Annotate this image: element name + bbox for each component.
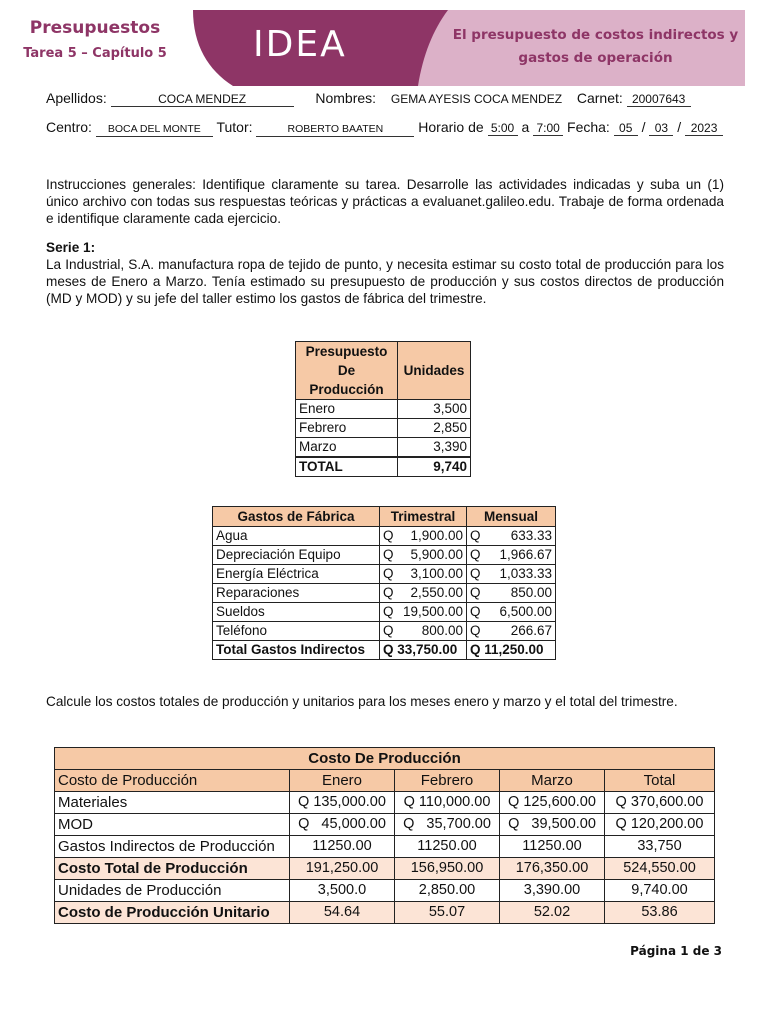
table-row [55, 858, 715, 880]
table-total-row [213, 641, 556, 660]
horario-to-field[interactable]: 7:00 [533, 121, 563, 136]
table-header: Unidades [398, 342, 471, 400]
quarterly-cell: Q 2,550.00 [380, 584, 467, 603]
row-label: Unidades de Producción [55, 880, 290, 902]
fecha-label: Fecha: [567, 119, 610, 135]
table-row [213, 603, 556, 622]
fecha-slash-2: / [677, 119, 682, 135]
quarterly-cell: Q 800.00 [380, 622, 467, 641]
quarterly-cell: Q 3,100.00 [380, 565, 467, 584]
month-cell: Febrero [296, 419, 398, 438]
value-cell: Q 110,000.00 [395, 792, 500, 814]
table-header: Enero [290, 770, 395, 792]
carnet-field[interactable]: 20007643 [627, 92, 691, 107]
row-label: Costo de Producción Unitario [55, 902, 290, 924]
quarterly-cell: Q 1,900.00 [380, 527, 467, 546]
value-cell: 55.07 [395, 902, 500, 924]
value-cell: Q 135,000.00 [290, 792, 395, 814]
page-number: Página 1 de 3 [630, 944, 722, 958]
fecha-slash-1: / [641, 119, 646, 135]
table-row [213, 622, 556, 641]
value-cell: 2,850.00 [395, 880, 500, 902]
table-row [55, 836, 715, 858]
expense-name: Agua [213, 527, 380, 546]
serie-title: Serie 1: [46, 240, 96, 255]
expense-name: Sueldos [213, 603, 380, 622]
table-row [55, 902, 715, 924]
form-row-1 [46, 90, 691, 107]
monthly-cell: Q 1,966.67 [467, 546, 556, 565]
table-header: Marzo [500, 770, 605, 792]
doc-title: Presupuestos [29, 18, 161, 38]
instructions [46, 176, 724, 227]
topic-line-1: El presupuesto de costos indirectos y [452, 27, 739, 43]
header-left [0, 18, 190, 61]
table-row [213, 565, 556, 584]
total-label: Total Gastos Indirectos [213, 641, 380, 660]
value-cell: Q 35,700.00 [395, 814, 500, 836]
monthly-cell: Q 266.67 [467, 622, 556, 641]
value-cell: Q 370,600.00 [605, 792, 715, 814]
total-label: TOTAL [296, 457, 398, 477]
production-cost-table [54, 747, 715, 924]
monthly-cell: Q 850.00 [467, 584, 556, 603]
expense-name: Depreciación Equipo [213, 546, 380, 565]
calc-instruction: Calcule los costos totales de producción y unitarios para los meses enero y marzo y el total del trimestre. [46, 694, 678, 709]
value-cell: Q 120,200.00 [605, 814, 715, 836]
table-header: Gastos de Fábrica [213, 507, 380, 527]
units-cell: 3,500 [398, 400, 471, 419]
expense-name: Reparaciones [213, 584, 380, 603]
value-cell: 52.02 [500, 902, 605, 924]
table-header: Mensual [467, 507, 556, 527]
serie-text: La Industrial, S.A. manufactura ropa de tejido de punto, y necesita estimar su costo total de producción para los meses de Enero a Marzo. Tenía estimado su presupuesto de producción y sus costos directos de producción (MD y MOD) y su jefe del taller estimo los gastos de fábrica del trimestre. [46, 257, 724, 306]
value-cell: Q 45,000.00 [290, 814, 395, 836]
value-cell: 53.86 [605, 902, 715, 924]
table-row [296, 419, 471, 438]
value-cell: Q 125,600.00 [500, 792, 605, 814]
table-row [55, 880, 715, 902]
fecha-day-field[interactable]: 05 [614, 121, 638, 136]
total-quarterly: Q 33,750.00 [380, 641, 467, 660]
horario-from-field[interactable]: 5:00 [488, 121, 518, 136]
value-cell: 191,250.00 [290, 858, 395, 880]
table-header: Febrero [395, 770, 500, 792]
value-cell: 11250.00 [290, 836, 395, 858]
table-header: Total [605, 770, 715, 792]
header-banner [193, 10, 745, 86]
quarterly-cell: Q 5,900.00 [380, 546, 467, 565]
horario-label: Horario de [418, 119, 484, 135]
centro-field[interactable]: BOCA DEL MONTE [96, 122, 213, 137]
value-cell: 11250.00 [500, 836, 605, 858]
table-row [213, 527, 556, 546]
table-row [213, 546, 556, 565]
row-label: Gastos Indirectos de Producción [55, 836, 290, 858]
apellidos-field[interactable]: COCA MENDEZ [111, 92, 294, 107]
centro-label: Centro: [46, 119, 92, 135]
table-row [55, 792, 715, 814]
tutor-label: Tutor: [216, 119, 253, 135]
carnet-label: Carnet: [576, 90, 623, 106]
table-header: Trimestral [380, 507, 467, 527]
table-header: Presupuesto De Producción [296, 342, 398, 400]
factory-expenses-table [212, 506, 556, 660]
nombres-label: Nombres: [315, 90, 377, 106]
expense-name: Energía Eléctrica [213, 565, 380, 584]
units-cell: 2,850 [398, 419, 471, 438]
value-cell: Q 39,500.00 [500, 814, 605, 836]
value-cell: 3,500.0 [290, 880, 395, 902]
tutor-field[interactable]: ROBERTO BAATEN [256, 122, 414, 137]
form-row-2 [46, 119, 723, 137]
doc-subtitle: Tarea 5 – Capítulo 5 [23, 46, 167, 61]
table-row [213, 584, 556, 603]
value-cell: 33,750 [605, 836, 715, 858]
value-cell: 9,740.00 [605, 880, 715, 902]
monthly-cell: Q 1,033.33 [467, 565, 556, 584]
month-cell: Marzo [296, 438, 398, 458]
units-cell: 3,390 [398, 438, 471, 458]
table-title: Costo De Producción [55, 748, 715, 770]
a-label: a [521, 119, 530, 135]
value-cell: 54.64 [290, 902, 395, 924]
table-total-row [296, 457, 471, 477]
total-units: 9,740 [398, 457, 471, 477]
value-cell: 176,350.00 [500, 858, 605, 880]
nombres-field[interactable]: GEMA AYESIS COCA MENDEZ [390, 92, 563, 106]
topic-title [448, 24, 743, 70]
fecha-year-field[interactable]: 2023 [685, 121, 723, 136]
table-row [55, 814, 715, 836]
quarterly-cell: Q 19,500.00 [380, 603, 467, 622]
row-label: Materiales [55, 792, 290, 814]
value-cell: 156,950.00 [395, 858, 500, 880]
monthly-cell: Q 633.33 [467, 527, 556, 546]
row-label: Costo Total de Producción [55, 858, 290, 880]
apellidos-label: Apellidos: [46, 90, 107, 106]
serie-1 [46, 239, 724, 307]
expense-name: Teléfono [213, 622, 380, 641]
idea-logo: IDEA [253, 24, 347, 65]
table-row [296, 400, 471, 419]
instructions-text: Instrucciones generales: Identifique claramente su tarea. Desarrolle las actividades indicadas y suba un (1) único archivo con todas sus respuestas teóricas y prácticas a evaluanet.galileo.edu. Trabaje de forma ordenada e identifique claramente cada ejercicio. [46, 177, 724, 226]
production-budget-table [295, 341, 471, 477]
table-row [296, 438, 471, 458]
topic-line-2: gastos de operación [518, 50, 673, 66]
month-cell: Enero [296, 400, 398, 419]
total-monthly: Q 11,250.00 [467, 641, 556, 660]
fecha-month-field[interactable]: 03 [649, 121, 673, 136]
table-header: Costo de Producción [55, 770, 290, 792]
monthly-cell: Q 6,500.00 [467, 603, 556, 622]
value-cell: 11250.00 [395, 836, 500, 858]
row-label: MOD [55, 814, 290, 836]
value-cell: 3,390.00 [500, 880, 605, 902]
value-cell: 524,550.00 [605, 858, 715, 880]
